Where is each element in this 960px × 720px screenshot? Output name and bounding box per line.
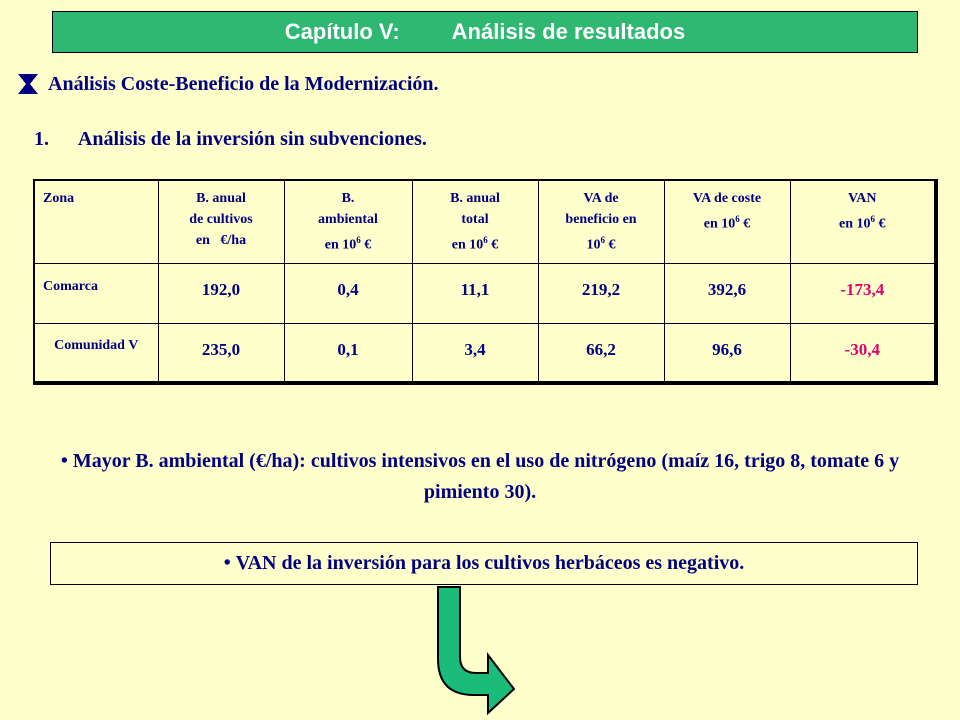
bullet-ambiental-text: Mayor B. ambiental (€/ha): cultivos intensivos en el uso de nitrógeno (maíz 16, trigo 8, tomate 6 y pimiento 30). [72,450,900,503]
chapter-title: Análisis de resultados [451,19,686,44]
table-row [34,263,936,323]
down-right-arrow-icon [436,585,516,715]
col-header-b-anual-total: B. anual total en $10^6$ € [412,180,538,263]
hourglass-bullet-icon [16,72,40,96]
chapter-header [52,11,918,53]
cell-b-anual-cultivos: 235,0 [158,323,284,383]
cell-b-anual-total: 11,1 [412,263,538,323]
cell-va-coste: 96,6 [664,323,790,383]
cell-va-beneficio: 219,2 [538,263,664,323]
col-header-va-coste: VA de coste en $10^6$ € [664,180,790,263]
cell-va-coste: 392,6 [664,263,790,323]
bullet-ambiental [40,446,920,508]
cell-va-beneficio: 66,2 [538,323,664,383]
col-header-b-ambiental: B. ambiental en $10^6$ € [284,180,412,263]
col-header-van: VAN en $10^6$ € [790,180,936,263]
table-header-row [34,180,936,263]
col-header-b-anual-cultivos: B. anual de cultivos en €/ha [158,180,284,263]
cell-zona: Comunidad V [34,323,158,383]
cell-b-anual-total: 3,4 [412,323,538,383]
sub-heading-number: 1. [34,128,49,150]
sub-heading-text: Análisis de la inversión sin subvenciones. [77,128,427,150]
conclusion-box [50,542,918,585]
bullet-dot-icon: • [223,552,236,574]
chapter-label: Capítulo V: [284,19,400,44]
cell-b-anual-cultivos: 192,0 [158,263,284,323]
col-header-va-beneficio: VA de beneficio en $10^6$ € [538,180,664,263]
results-table [33,179,938,385]
table-row [34,323,936,383]
sub-heading [34,128,427,151]
col-header-zona: Zona [34,180,158,263]
cell-van: -30,4 [790,323,936,383]
conclusion-text: VAN de la inversión para los cultivos herbáceos es negativo. [235,552,745,574]
cell-b-ambiental: 0,1 [284,323,412,383]
bullet-dot-icon: • [60,450,73,472]
cell-zona: Comarca [34,263,158,323]
main-heading-text: Análisis Coste-Beneficio de la Modernización. [48,72,439,95]
main-heading [16,72,439,96]
cell-van: -173,4 [790,263,936,323]
cell-b-ambiental: 0,4 [284,263,412,323]
